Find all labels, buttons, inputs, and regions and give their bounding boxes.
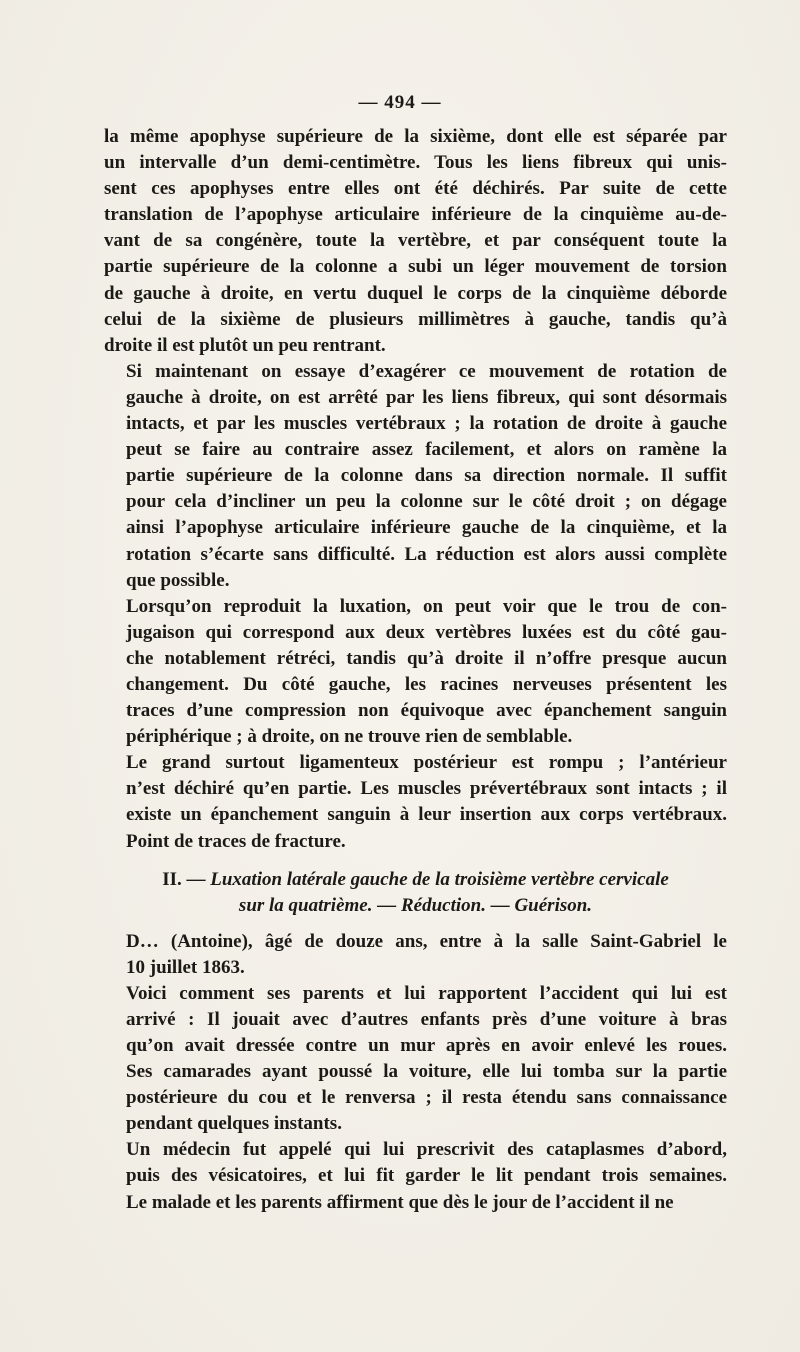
text-line: partie supérieure de la colonne dans sa direction normale. Il suffit xyxy=(126,465,727,487)
text-line: pour cela d’incliner un peu la colonne sur le côté droit ; on dégage xyxy=(126,491,727,513)
body-text xyxy=(104,124,727,1216)
text-line: existe un épanchement sanguin à leur insertion aux corps vertébraux. xyxy=(126,804,727,826)
text-line: Le malade et les parents affirment que dès le jour de l’accident il ne xyxy=(126,1191,674,1213)
text-line: D… (Antoine), âgé de douze ans, entre à la salle Saint-Gabriel le xyxy=(126,930,727,952)
text-line: Le grand surtout ligamenteux postérieur est rompu ; l’antérieur xyxy=(126,752,727,774)
text-line: gauche à droite, on est arrêté par les liens fibreux, qui sont désormais xyxy=(126,386,727,408)
paragraph xyxy=(104,1137,727,1215)
text-line: traces d’une compression non équivoque avec épanchement sanguin xyxy=(126,700,727,722)
text-line: jugaison qui correspond aux deux vertèbres luxées est du côté gau- xyxy=(126,621,727,643)
text-line: de gauche à droite, en vertu duquel le corps de la cinquième déborde xyxy=(104,282,727,304)
text-line: partie supérieure de la colonne a subi un léger mouvement de torsion xyxy=(104,256,727,278)
text-line: 10 juillet 1863. xyxy=(126,956,245,978)
text-line: Un médecin fut appelé qui lui prescrivit des cataplasmes d’abord, xyxy=(126,1139,727,1161)
text-line: droite il est plutôt un peu rentrant. xyxy=(104,334,386,356)
paragraph xyxy=(104,981,727,1138)
paragraph xyxy=(104,359,727,594)
text-line: la même apophyse supérieure de la sixième, dont elle est séparée par xyxy=(104,126,727,147)
section-number: II. — xyxy=(162,868,206,890)
section-title-line-1: Luxation latérale gauche de la troisième vertèbre cervicale xyxy=(210,868,669,890)
text-line: Si maintenant on essaye d’exagérer ce mouvement de rotation de xyxy=(126,360,727,382)
text-line: vant de sa congénère, toute la vertèbre, et par conséquent toute la xyxy=(104,230,727,252)
text-line: Lorsqu’on reproduit la luxation, on peut voir que le trou de con- xyxy=(126,595,727,617)
paragraphs-after-heading xyxy=(104,929,727,1216)
paragraph xyxy=(104,594,727,751)
text-line: un intervalle d’un demi-centimètre. Tous les liens fibreux qui unis- xyxy=(104,152,727,174)
text-line: celui de la sixième de plusieurs millimètres à gauche, tandis qu’à xyxy=(104,308,727,330)
page-number: — 494 — xyxy=(358,92,442,113)
paragraph xyxy=(104,124,727,359)
text-line: Voici comment ses parents et lui rapportent l’accident qui lui est xyxy=(126,982,727,1004)
text-line: rotation s’écarte sans difficulté. La réduction est alors aussi complète xyxy=(126,543,727,565)
paragraph xyxy=(104,929,727,981)
paragraph xyxy=(104,750,727,854)
text-line: que possible. xyxy=(126,569,230,591)
text-line: ainsi l’apophyse articulaire inférieure gauche de la cinquième, et la xyxy=(126,517,727,539)
text-line: intacts, et par les muscles vertébraux ; la rotation de droite à gauche xyxy=(126,413,727,435)
text-line: Point de traces de fracture. xyxy=(126,830,346,852)
text-line: che notablement rétréci, tandis qu’à droite il n’offre presque aucun xyxy=(126,647,727,669)
text-line: périphérique ; à droite, on ne trouve rien de semblable. xyxy=(126,726,573,748)
section-title-line-2: sur la quatrième. — Réduction. — Guérison. xyxy=(238,894,593,916)
text-line: peut se faire au contraire assez facilement, et alors on ramène la xyxy=(126,439,727,461)
text-line: translation de l’apophyse articulaire inférieure de la cinquième au-de- xyxy=(104,204,727,226)
text-line: puis des vésicatoires, et lui fit garder le lit pendant trois semaines. xyxy=(126,1165,727,1187)
text-line: arrivé : Il jouait avec d’autres enfants près d’une voiture à bras xyxy=(126,1008,727,1030)
paragraphs-before-heading xyxy=(104,124,727,855)
text-line: sent ces apophyses entre elles ont été déchirés. Par suite de cette xyxy=(104,178,727,200)
text-line: postérieure du cou et le renversa ; il resta étendu sans connaissance xyxy=(126,1087,727,1109)
text-line: Ses camarades ayant poussé la voiture, elle lui tomba sur la partie xyxy=(126,1061,727,1083)
text-line: changement. Du côté gauche, les racines nerveuses présentent les xyxy=(126,673,727,695)
text-line: n’est déchiré qu’en partie. Les muscles prévertébraux sont intacts ; il xyxy=(126,778,727,800)
text-line: qu’on avait dressée contre un mur après en avoir enlevé les roues. xyxy=(126,1035,727,1056)
section-heading xyxy=(104,867,727,919)
text-line: pendant quelques instants. xyxy=(126,1113,342,1135)
